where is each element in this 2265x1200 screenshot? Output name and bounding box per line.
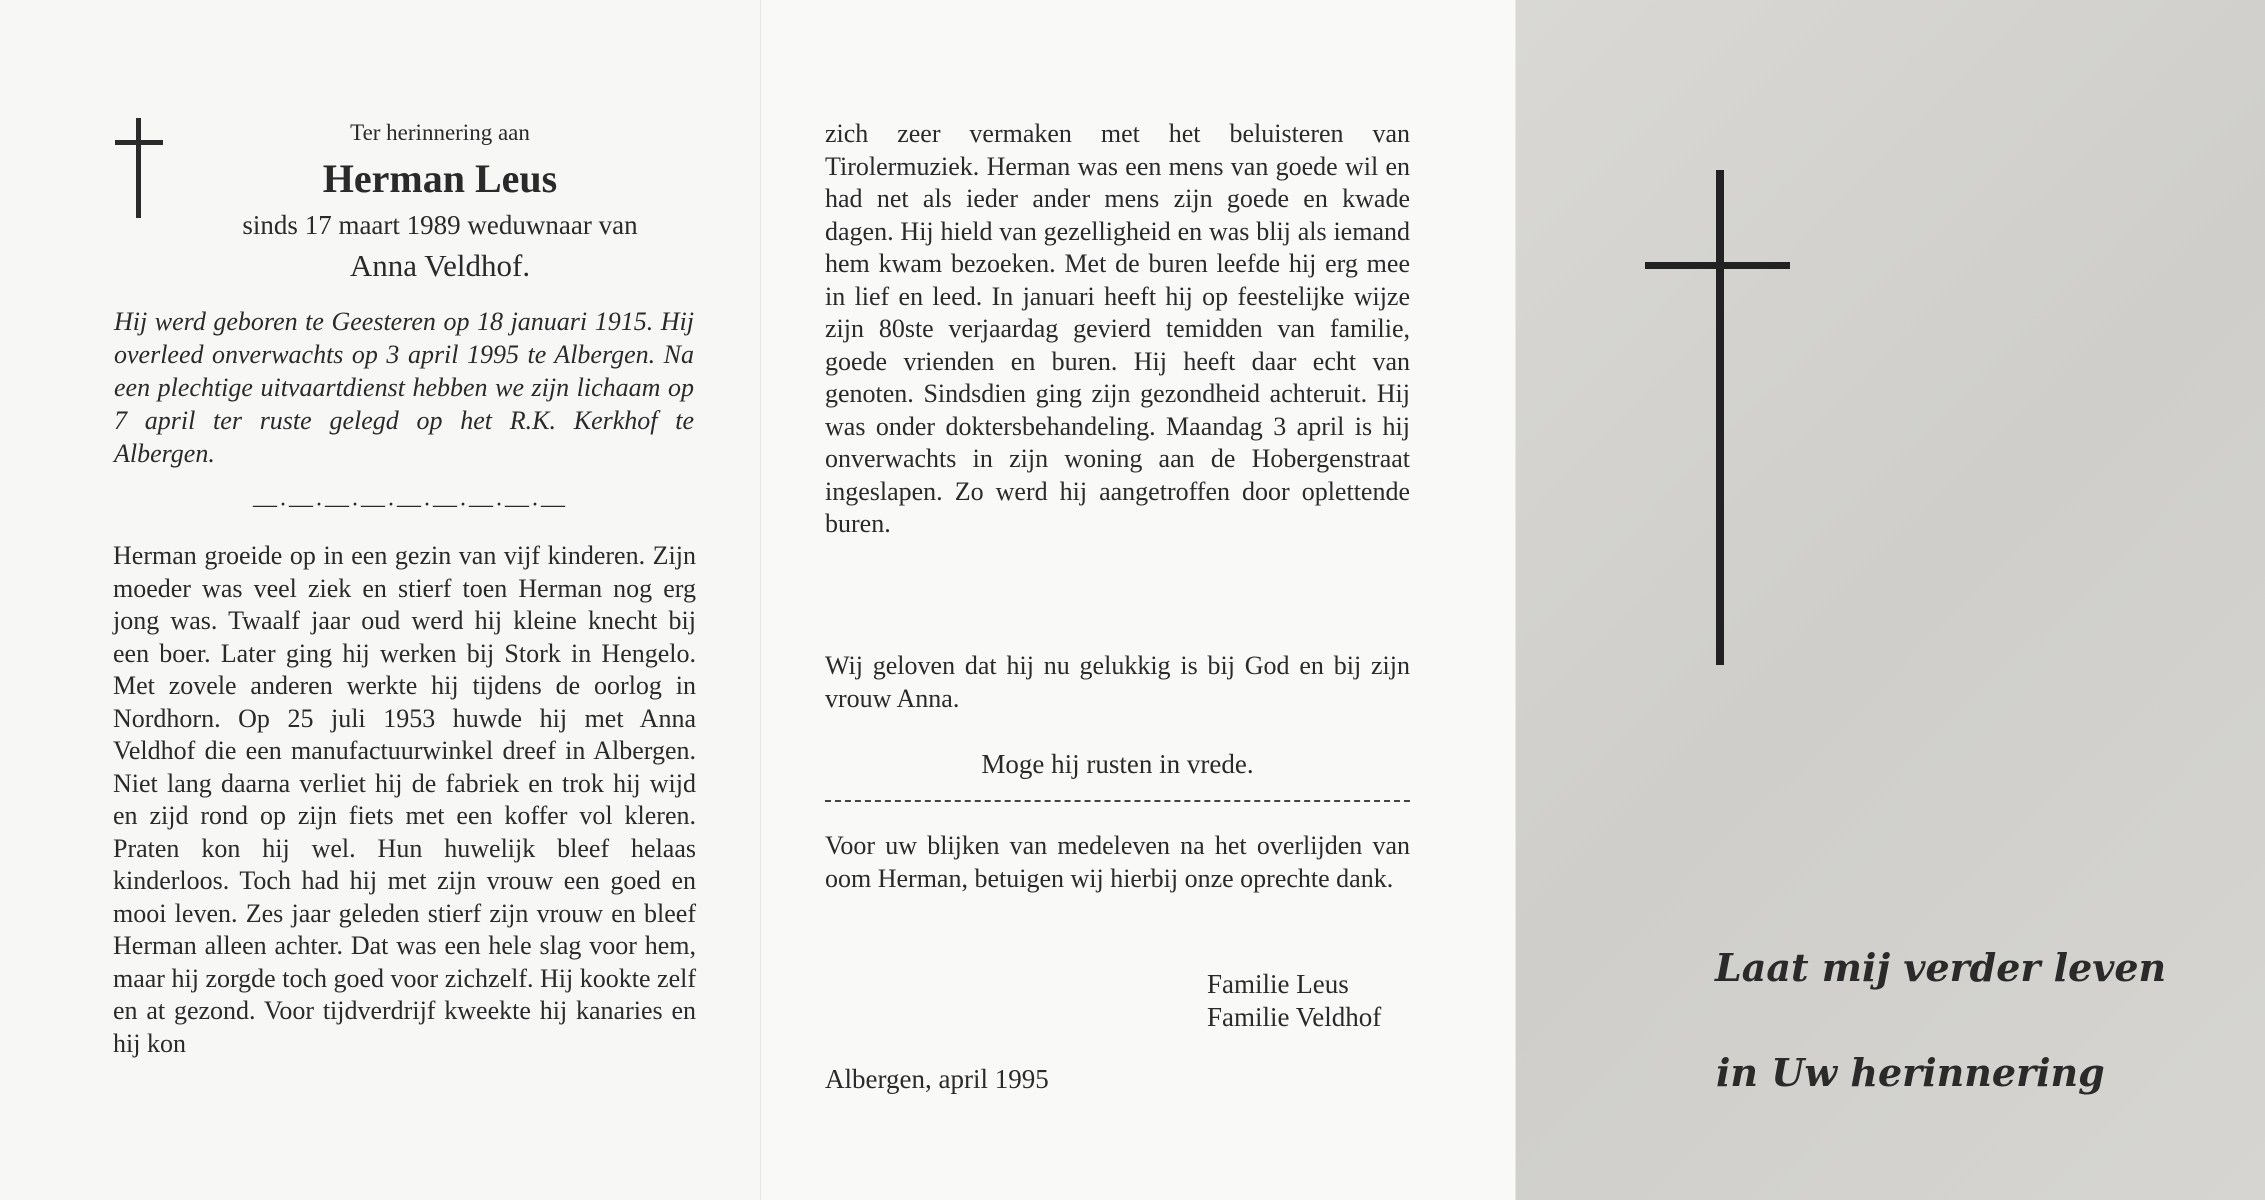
large-cross-icon — [1645, 170, 1790, 665]
deceased-name: Herman Leus — [322, 156, 558, 201]
thanks-text: Voor uw blijken van medeleven na het overlijden van oom Herman, betuigen wij hierbij onze oprechte dank. — [825, 831, 1410, 893]
dashed-divider — [825, 800, 1410, 802]
verse-line-2: in Uw herinnering — [1716, 1050, 2105, 1095]
place-date: Albergen, april 1995 — [825, 1064, 1049, 1094]
verse-line-1: Laat mij verder leven — [1715, 945, 2167, 990]
family-signoff — [1207, 968, 1381, 1034]
fold-line-2 — [1515, 0, 1516, 1200]
right-panel — [1515, 0, 2265, 1200]
fold-line-1 — [760, 0, 761, 1200]
family-leus: Familie Leus — [1207, 969, 1349, 999]
family-veldhof: Familie Veldhof — [1207, 1002, 1382, 1032]
biography-text: Herman groeide op in een gezin van vijf kinderen. Zijn moeder was veel ziek en stierf toen Herman nog erg jong was. Twaalf jaar oud werd hij kleine knecht bij een boer. Later ging hij werken bij Stork in Hengelo. Met zovele anderen werkte hij tijdens de oorlog in Nordhorn. Op 25 juli 1953 huwde hij met Anna Veldhof die een manufactuurwinkel dreef in Albergen. Niet lang daarna verliet hij de fabriek en trok hij wijd en zijd rond op zijn fiets met een koffer vol kleren. Praten kon hij wel. Hun huwelijk bleef helaas kinderloos. Toch had hij met zijn vrouw een goed en mooi leven. Zes jaar geleden stierf zijn vrouw en bleef Herman alleen achter. Dat was een hele slag voor hem, maar hij zorgde toch goed voor zichzelf. Hij kookte zelf en at gezond. Voor tijdverdrijf kweekte hij kanaries en hij kon — [113, 541, 696, 1058]
birth-death-text: Hij werd geboren te Geesteren op 18 januari 1915. Hij overleed onverwachts op 3 april 1995 te Albergen. Na een plechtige uitvaartdienst hebben we zijn lichaam op 7 april ter ruste gelegd op het R.K. Kerkhof te Albergen. — [114, 307, 694, 468]
dash-separator: —·—·—·—·—·—·—·—·— — [253, 492, 567, 518]
faith-text: Wij geloven dat hij nu gelukkig is bij God en bij zijn vrouw Anna. — [825, 651, 1410, 713]
in-memory-heading: Ter herinnering aan — [350, 120, 530, 145]
rest-in-peace: Moge hij rusten in vrede. — [981, 749, 1254, 779]
wife-name: Anna Veldhof. — [349, 248, 531, 283]
small-cross-icon — [115, 118, 165, 218]
widower-line: sinds 17 maart 1989 weduwnaar van — [242, 210, 638, 240]
biography-continuation: zich zeer vermaken met het beluisteren van Tirolermuziek. Herman was een mens van goede wil en had net als ieder ander mens zijn goede en kwade dagen. Hij hield van gezelligheid en was blij als iemand hem kwam bezoeken. Met de buren leefde hij erg mee in lief en leed. In januari heeft hij op feestelijke wijze zijn 80ste verjaardag gevierd temidden van familie, goede vrienden en buren. Hij heeft daar echt van genoten. Sindsdien ging zijn gezondheid achteruit. Hij was onder doktersbehandeling. Maandag 3 april is hij onverwachts in zijn woning aan de Hobergenstraat ingeslapen. Zo werd hij aangetroffen door oplettende buren. — [825, 119, 1410, 538]
